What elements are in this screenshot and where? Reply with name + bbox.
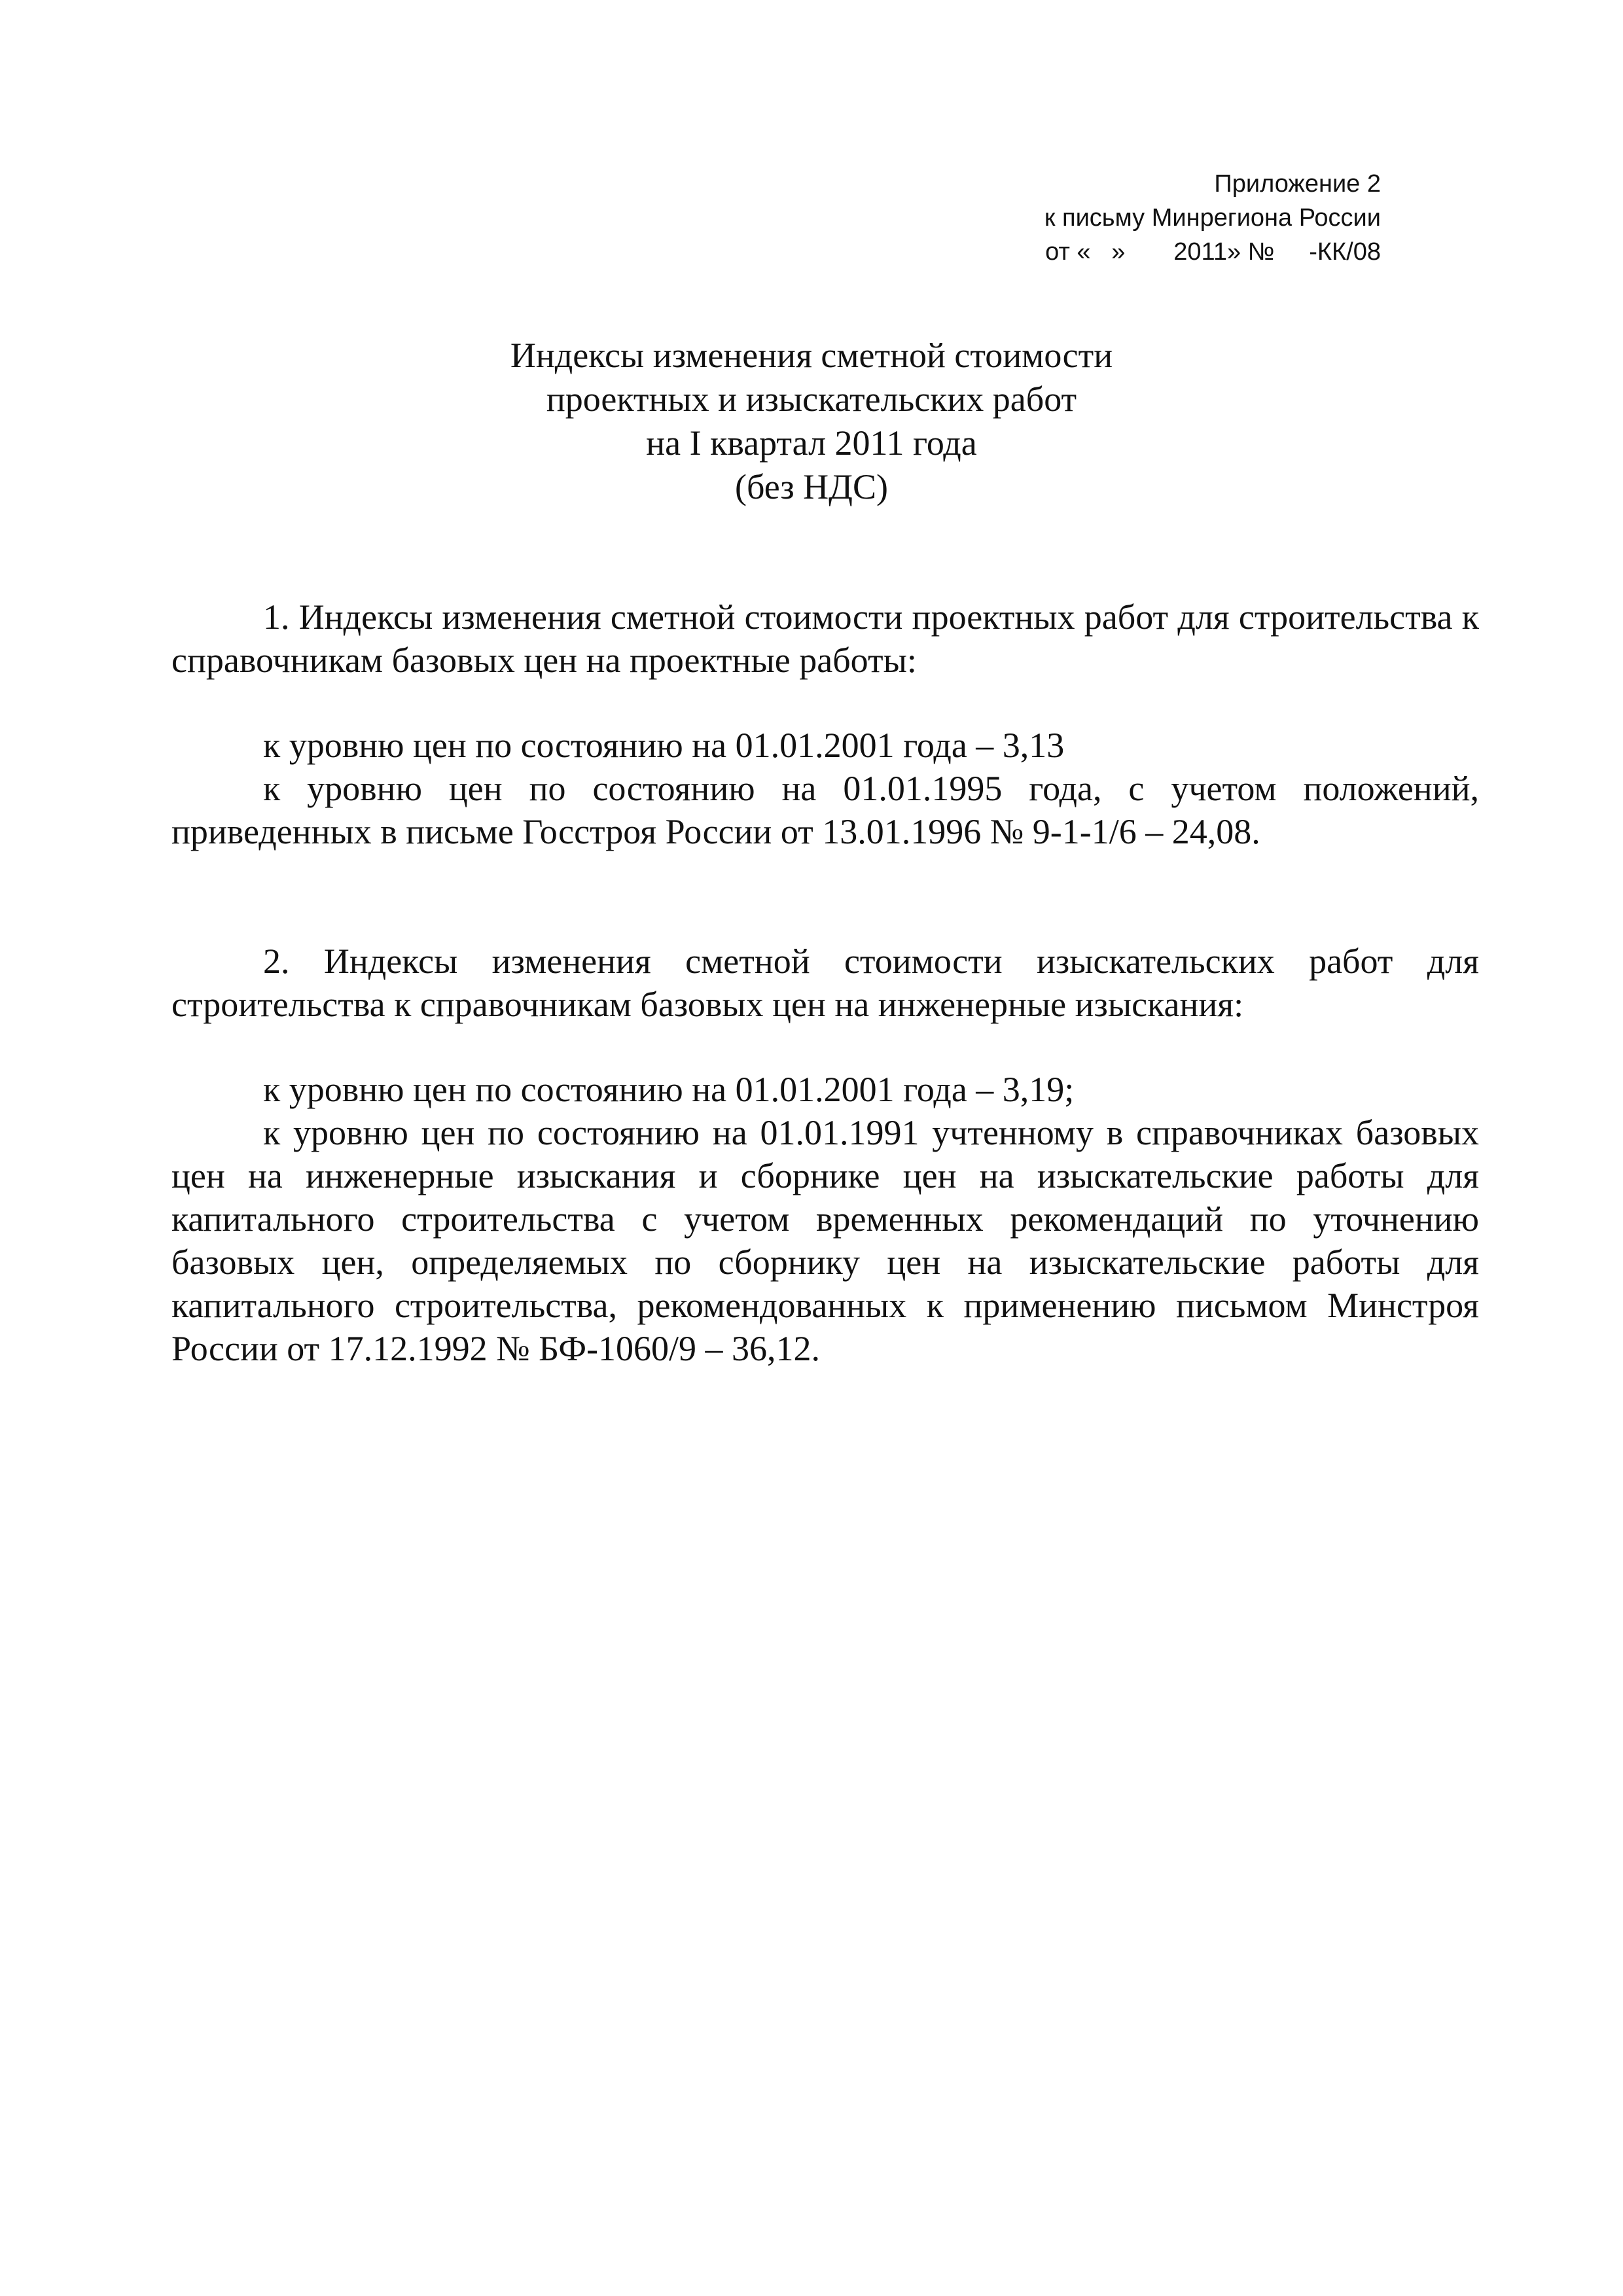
section-1-item-1: к уровню цен по состоянию на 01.01.2001 года – 3,13: [263, 726, 1065, 765]
section-1-intro: 1. Индексы изменения сметной стоимости проектных работ для строительства к справочникам базовых цен на проектные работы:: [171, 597, 1479, 680]
title-line-2: проектных и изыскательских работ: [546, 380, 1077, 419]
appendix-number: Приложение 2: [1214, 170, 1381, 198]
title-line-3: на I квартал 2011 года: [646, 423, 977, 463]
document-title: [0, 334, 1623, 509]
section-2-intro: 2. Индексы изменения сметной стоимости изыскательских работ для строительства к справочникам базовых цен на инженерные изыскания:: [171, 942, 1479, 1024]
appendix-letter-ref: к письму Минрегиона России: [1044, 204, 1381, 232]
title-line-4: (без НДС): [734, 467, 889, 506]
document-body: [171, 595, 1479, 1370]
section-2-item-1: к уровню цен по состоянию на 01.01.2001 года – 3,19;: [263, 1070, 1075, 1109]
appendix-header: [1044, 167, 1381, 269]
section-2-item-2: к уровню цен по состоянию на 01.01.1991 учтенному в справочниках базовых цен на инженерные изыскания и сборнике цен на изыскательские работы для капитального строительства с учетом временных рекомендаций по уточнению базовых цен, определяемых по сборнику цен на изыскательские работы для капитального строительства, рекомендованных к применению письмом Минстроя России от 17.12.1992 № БФ-1060/9 – 36,12.: [171, 1113, 1479, 1368]
appendix-date-number: от « » 2011» № -КК/08: [1045, 238, 1381, 266]
section-1-item-2: к уровню цен по состоянию на 01.01.1995 года, с учетом положений, приведенных в письме Госстроя России от 13.01.1996 № 9-1-1/6 – 24,08.: [171, 769, 1479, 851]
title-line-1: Индексы изменения сметной стоимости: [510, 336, 1113, 375]
